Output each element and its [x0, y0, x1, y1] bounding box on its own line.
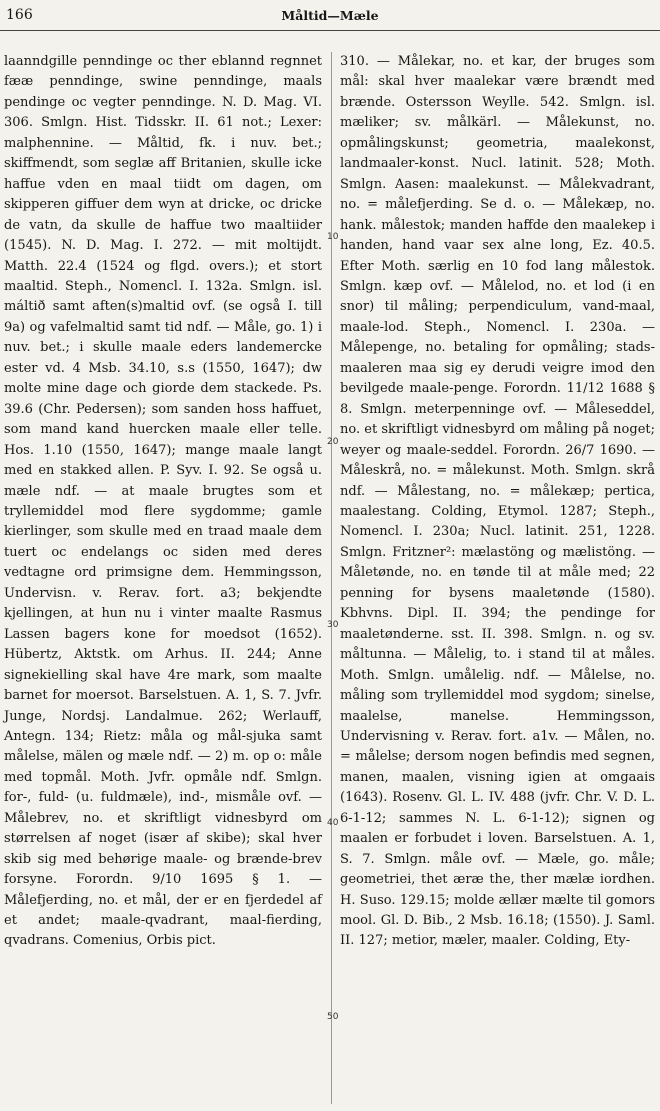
- line-number-20: 20: [327, 437, 339, 447]
- left-column: [4, 52, 322, 952]
- left-column-text: laanndgille penndinge oc ther eblannd regnnet fææ penndinge, swine penndinge, maals pendinge oc vegter penndinge. N. D. Mag. VI. 306. Smlgn. Hist. Tidsskr. II. 61 not.; Lexer: malphennine. — Måltid, fk. i nuv. bet.; skiffmendt, som seglæ aff Britanien, skulle icke haffue vden en maal tiidt om dagen, om skipperen giffuer dem wyn at dricke, oc dricke de vatn, da skulle de haffue two maaltiider (1545). N. D. Mag. I. 272. — mit moltijdt. Matth. 22.4 (1524 og flgd. overs.); et stort maaltid. Steph., Nomencl. I. 132a. Smlgn. isl. máltið samt aften(s)maltid ovf. (se også I. till 9a) og vafelmaltid samt tid ndf. — Måle, go. 1) i nuv. bet.; i skulle maale eders landemercke ester vd. 4 Msb. 34.10, s.s (1550, 1647); dw molte mine dage och giorde dem stackede. Ps. 39.6 (Chr. Pedersen); som sanden hoss haffuet, som mand kand huercken maale eller telle. Hos. 1.10 (1550, 1647); mange maale langt med en stakked allen. P. Syv. I. 92. Se også u. mæle ndf. — at maale brugtes som et tryllemiddel mod flere sygdomme; gamle kierlinger, som skulle med en traad maale dem tuert oc endelangs oc siden med deres vedtagne ord primsigne dem. Hemmingsson, Undervisn. v. Rerav. fort. a3; bekjendte kjellingen, at hun nu i vinter maalte Rasmus Lassen bagers kone for moedsot (1652). Hübertz, Aktstk. om Arhus. II. 244; Anne signekielling skal have 4re mark, som maalte barnet for moersot. Barselstuen. A. 1, S. 7. Jvfr. Junge, Nordsj. Landalmue. 262; Werlauff, Antegn. 134; Rietz: måla og mål-sjuka samt målelse, mälen og mæle ndf. — 2) m. op o: måle med topmål. Moth. Jvfr. opmåle ndf. Smlgn. for-, fuld- (u. fuldmæle), ind-, mismåle ovf. — Målebrev, no. et skriftligt vidnesbyrd om størrelsen af noget (især af skibe); skal hver skib sig med behørige maale- og brænde-brev forsyne. Forordn. 9/10 1695 § 1. — Målefjerding, no. et mål, der er en fjerdedel af et andet; maale-qvadrant, maal-fierding, qvadrans. Comenius, Orbis pict.: [4, 54, 322, 949]
- right-column: [340, 52, 655, 952]
- column-divider: [331, 52, 332, 1104]
- page-number: 166: [6, 7, 33, 23]
- running-head: Måltid—Mæle: [281, 8, 379, 23]
- right-column-text: 310. — Målekar, no. et kar, der bruges som mål: skal hver maalekar være brændt med brænde. Ostersson Weylle. 542. Smlgn. isl. mæliker; sv. målkärl. — Målekunst, no. opmålingskunst; geometria, maalekonst, landmaaler-konst. Nucl. latinit. 528; Moth. Smlgn. Aasen: maalekunst. — Målekvadrant, no. = målefjerding. Se d. o. — Målekæp, no. hank. målestok; manden haffde den maalekep i handen, hand vaar sex alne long, Ez. 40.5. Efter Moth. særlig en 10 fod lang målestok. Smlgn. kæp ovf. — Målelod, no. et lod (i en snor) til måling; perpendiculum, vand-maal, maale-lod. Steph., Nomencl. I. 230a. — Målepenge, no. betaling for opmåling; stads-maaleren maa sig ey derudi veigre imod den bevilgede maale-penge. Forordn. 11/12 1688 § 8. Smlgn. meterpenninge ovf. — Måleseddel, no. et skriftligt vidnesbyrd om måling på noget; weyer og maale-seddel. Forordn. 26/7 1690. — Måleskrå, no. = målekunst. Moth. Smlgn. skrå ndf. — Målestang, no. = målekæp; pertica, maalestang. Colding, Etymol. 1287; Steph., Nomencl. I. 230a; Nucl. latinit. 251, 1228. Smlgn. Fritzner²: mælastöng og mælistöng. — Måletønde, no. en tønde til at måle med; 22 penning for bysens maaletønde (1580). Kbhvns. Dipl. II. 394; the pendinge for maaletønderne. sst. II. 398. Smlgn. n. og sv. måltunna. — Målelig, to. i stand til at måles. Moth. Smlgn. umålelig. ndf. — Målelse, no. måling som tryllemiddel mod sygdom; sinelse, maalelse, manelse. Hemmingsson, Undervisning v. Rerav. fort. a1v. — Målen, no. = målelse; dersom nogen befindis med segnen, manen, maalen, visning igien at omgaais (1643). Rosenv. Gl. L. IV. 488 (jvfr. Chr. V. D. L. 6-1-12; sammes N. L. 6-1-12); signen og maalen er forbudet i loven. Barselstuen. A. 1, S. 7. Smlgn. måle ovf. — Mæle, go. måle; geometriei, thet æræ the, ther mælæ iordhen. H. Suso. 129.15; molde ællær mælte til gomors mool. Gl. D. Bib., 2 Msb. 16.18; (1550). J. Saml. II. 127; metior, mæler, maaler. Colding, Ety-: [340, 54, 655, 949]
- line-number-50: 50: [327, 1012, 339, 1022]
- page-header: [0, 0, 660, 31]
- line-number-10: 10: [327, 232, 339, 242]
- line-number-40: 40: [327, 818, 339, 828]
- line-number-30: 30: [327, 620, 339, 630]
